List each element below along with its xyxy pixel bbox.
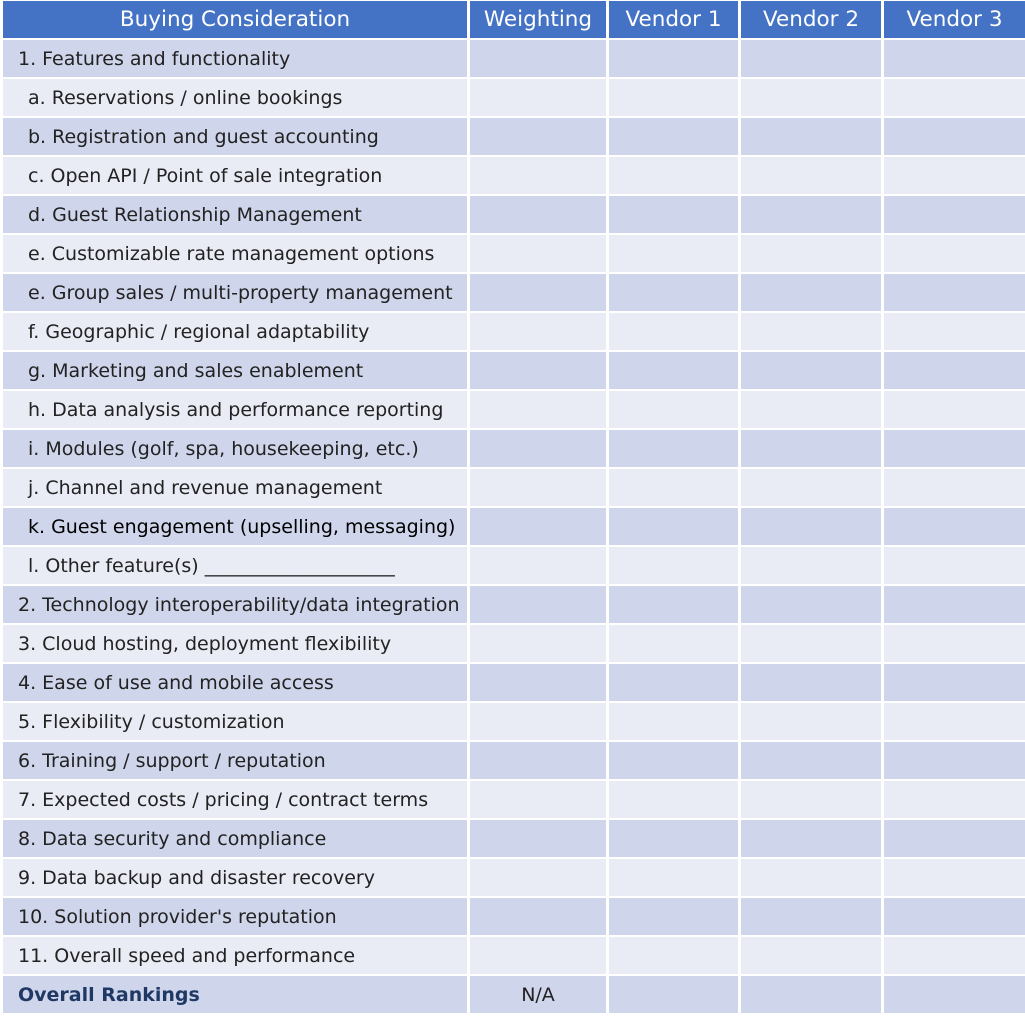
header-buying-consideration: Buying Consideration (3, 1, 467, 38)
vendor-1-cell[interactable] (609, 469, 738, 506)
vendor-2-cell[interactable] (741, 781, 881, 818)
weighting-cell[interactable] (470, 352, 606, 389)
vendor-3-cell[interactable] (884, 586, 1025, 623)
vendor-1-cell[interactable] (609, 664, 738, 701)
vendor-2-cell[interactable] (741, 118, 881, 155)
vendor-2-cell[interactable] (741, 586, 881, 623)
vendor-3-cell[interactable] (884, 352, 1025, 389)
vendor-2-cell[interactable] (741, 937, 881, 974)
vendor-2-ranking-cell[interactable] (741, 976, 881, 1013)
vendor-1-cell[interactable] (609, 820, 738, 857)
vendor-1-cell[interactable] (609, 352, 738, 389)
weighting-cell[interactable] (470, 430, 606, 467)
weighting-cell[interactable] (470, 859, 606, 896)
consideration-label: i. Modules (golf, spa, housekeeping, etc.) (3, 430, 467, 467)
header-vendor-3: Vendor 3 (884, 1, 1025, 38)
vendor-3-cell[interactable] (884, 79, 1025, 116)
vendor-1-cell[interactable] (609, 547, 738, 584)
consideration-label: d. Guest Relationship Management (3, 196, 467, 233)
consideration-label: a. Reservations / online bookings (3, 79, 467, 116)
vendor-1-cell[interactable] (609, 781, 738, 818)
vendor-2-cell[interactable] (741, 547, 881, 584)
vendor-3-cell[interactable] (884, 313, 1025, 350)
consideration-label: e. Customizable rate management options (3, 235, 467, 272)
vendor-3-cell[interactable] (884, 859, 1025, 896)
vendor-1-cell[interactable] (609, 430, 738, 467)
vendor-1-cell[interactable] (609, 40, 738, 77)
vendor-2-cell[interactable] (741, 391, 881, 428)
vendor-1-cell[interactable] (609, 157, 738, 194)
vendor-1-cell[interactable] (609, 859, 738, 896)
weighting-cell[interactable] (470, 196, 606, 233)
vendor-1-cell[interactable] (609, 625, 738, 662)
weighting-cell[interactable] (470, 313, 606, 350)
vendor-1-cell[interactable] (609, 79, 738, 116)
vendor-3-cell[interactable] (884, 625, 1025, 662)
weighting-cell[interactable] (470, 274, 606, 311)
vendor-2-cell[interactable] (741, 235, 881, 272)
weighting-cell[interactable] (470, 547, 606, 584)
vendor-3-cell[interactable] (884, 547, 1025, 584)
consideration-label: f. Geographic / regional adaptability (3, 313, 467, 350)
header-vendor-2: Vendor 2 (741, 1, 881, 38)
vendor-1-cell[interactable] (609, 118, 738, 155)
weighting-cell[interactable] (470, 820, 606, 857)
vendor-3-cell[interactable] (884, 391, 1025, 428)
vendor-2-cell[interactable] (741, 508, 881, 545)
consideration-label: 6. Training / support / reputation (3, 742, 467, 779)
vendor-2-cell[interactable] (741, 742, 881, 779)
vendor-3-ranking-cell[interactable] (884, 976, 1025, 1013)
buying-consideration-table (3, 1, 1025, 1013)
weighting-cell[interactable] (470, 40, 606, 77)
vendor-3-cell[interactable] (884, 40, 1025, 77)
vendor-2-cell[interactable] (741, 313, 881, 350)
weighting-cell[interactable] (470, 898, 606, 935)
weighting-cell[interactable] (470, 235, 606, 272)
consideration-label: 11. Overall speed and performance (3, 937, 467, 974)
vendor-2-cell[interactable] (741, 430, 881, 467)
vendor-3-cell[interactable] (884, 235, 1025, 272)
vendor-1-cell[interactable] (609, 196, 738, 233)
vendor-3-cell[interactable] (884, 118, 1025, 155)
vendor-1-cell[interactable] (609, 898, 738, 935)
vendor-2-cell[interactable] (741, 703, 881, 740)
consideration-label: 9. Data backup and disaster recovery (3, 859, 467, 896)
vendor-3-cell[interactable] (884, 508, 1025, 545)
weighting-cell[interactable] (470, 157, 606, 194)
vendor-2-cell[interactable] (741, 157, 881, 194)
header-weighting: Weighting (470, 1, 606, 38)
vendor-1-cell[interactable] (609, 391, 738, 428)
vendor-3-cell[interactable] (884, 703, 1025, 740)
vendor-1-cell[interactable] (609, 703, 738, 740)
vendor-3-cell[interactable] (884, 274, 1025, 311)
vendor-3-cell[interactable] (884, 196, 1025, 233)
vendor-2-cell[interactable] (741, 40, 881, 77)
consideration-label: e. Group sales / multi-property management (3, 274, 467, 311)
weighting-cell[interactable] (470, 508, 606, 545)
consideration-label: l. Other feature(s) ____________________ (3, 547, 467, 584)
vendor-3-cell[interactable] (884, 157, 1025, 194)
vendor-2-cell[interactable] (741, 898, 881, 935)
consideration-label: 8. Data security and compliance (3, 820, 467, 857)
vendor-3-cell[interactable] (884, 898, 1025, 935)
vendor-1-ranking-cell[interactable] (609, 976, 738, 1013)
vendor-1-cell[interactable] (609, 937, 738, 974)
vendor-3-cell[interactable] (884, 742, 1025, 779)
vendor-3-cell[interactable] (884, 664, 1025, 701)
weighting-cell[interactable] (470, 79, 606, 116)
weighting-cell[interactable] (470, 586, 606, 623)
vendor-2-cell[interactable] (741, 625, 881, 662)
consideration-label: 4. Ease of use and mobile access (3, 664, 467, 701)
consideration-label: 1. Features and functionality (3, 40, 467, 77)
vendor-1-cell[interactable] (609, 235, 738, 272)
consideration-label: h. Data analysis and performance reporting (3, 391, 467, 428)
weighting-cell[interactable] (470, 742, 606, 779)
weighting-cell[interactable] (470, 664, 606, 701)
vendor-3-cell[interactable] (884, 781, 1025, 818)
vendor-1-cell[interactable] (609, 313, 738, 350)
weighting-cell[interactable] (470, 781, 606, 818)
weighting-cell[interactable] (470, 391, 606, 428)
consideration-label: 10. Solution provider's reputation (3, 898, 467, 935)
consideration-label: c. Open API / Point of sale integration (3, 157, 467, 194)
overall-rankings-weighting: N/A (470, 976, 606, 1013)
consideration-label: k. Guest engagement (upselling, messaging) (3, 508, 467, 545)
weighting-cell[interactable] (470, 118, 606, 155)
consideration-label: 7. Expected costs / pricing / contract terms (3, 781, 467, 818)
vendor-2-cell[interactable] (741, 469, 881, 506)
vendor-2-cell[interactable] (741, 274, 881, 311)
header-vendor-1: Vendor 1 (609, 1, 738, 38)
vendor-1-cell[interactable] (609, 586, 738, 623)
weighting-cell[interactable] (470, 937, 606, 974)
consideration-label: j. Channel and revenue management (3, 469, 467, 506)
vendor-3-cell[interactable] (884, 469, 1025, 506)
consideration-label: 2. Technology interoperability/data integration (3, 586, 467, 623)
consideration-label: 5. Flexibility / customization (3, 703, 467, 740)
vendor-2-cell[interactable] (741, 196, 881, 233)
vendor-2-cell[interactable] (741, 859, 881, 896)
weighting-cell[interactable] (470, 703, 606, 740)
vendor-1-cell[interactable] (609, 274, 738, 311)
consideration-label: 3. Cloud hosting, deployment flexibility (3, 625, 467, 662)
overall-rankings-label: Overall Rankings (3, 976, 467, 1013)
vendor-2-cell[interactable] (741, 352, 881, 389)
vendor-1-cell[interactable] (609, 508, 738, 545)
vendor-1-cell[interactable] (609, 742, 738, 779)
weighting-cell[interactable] (470, 469, 606, 506)
vendor-2-cell[interactable] (741, 664, 881, 701)
vendor-3-cell[interactable] (884, 430, 1025, 467)
vendor-2-cell[interactable] (741, 79, 881, 116)
consideration-label: b. Registration and guest accounting (3, 118, 467, 155)
consideration-label: g. Marketing and sales enablement (3, 352, 467, 389)
vendor-3-cell[interactable] (884, 937, 1025, 974)
weighting-cell[interactable] (470, 625, 606, 662)
vendor-3-cell[interactable] (884, 820, 1025, 857)
vendor-2-cell[interactable] (741, 820, 881, 857)
